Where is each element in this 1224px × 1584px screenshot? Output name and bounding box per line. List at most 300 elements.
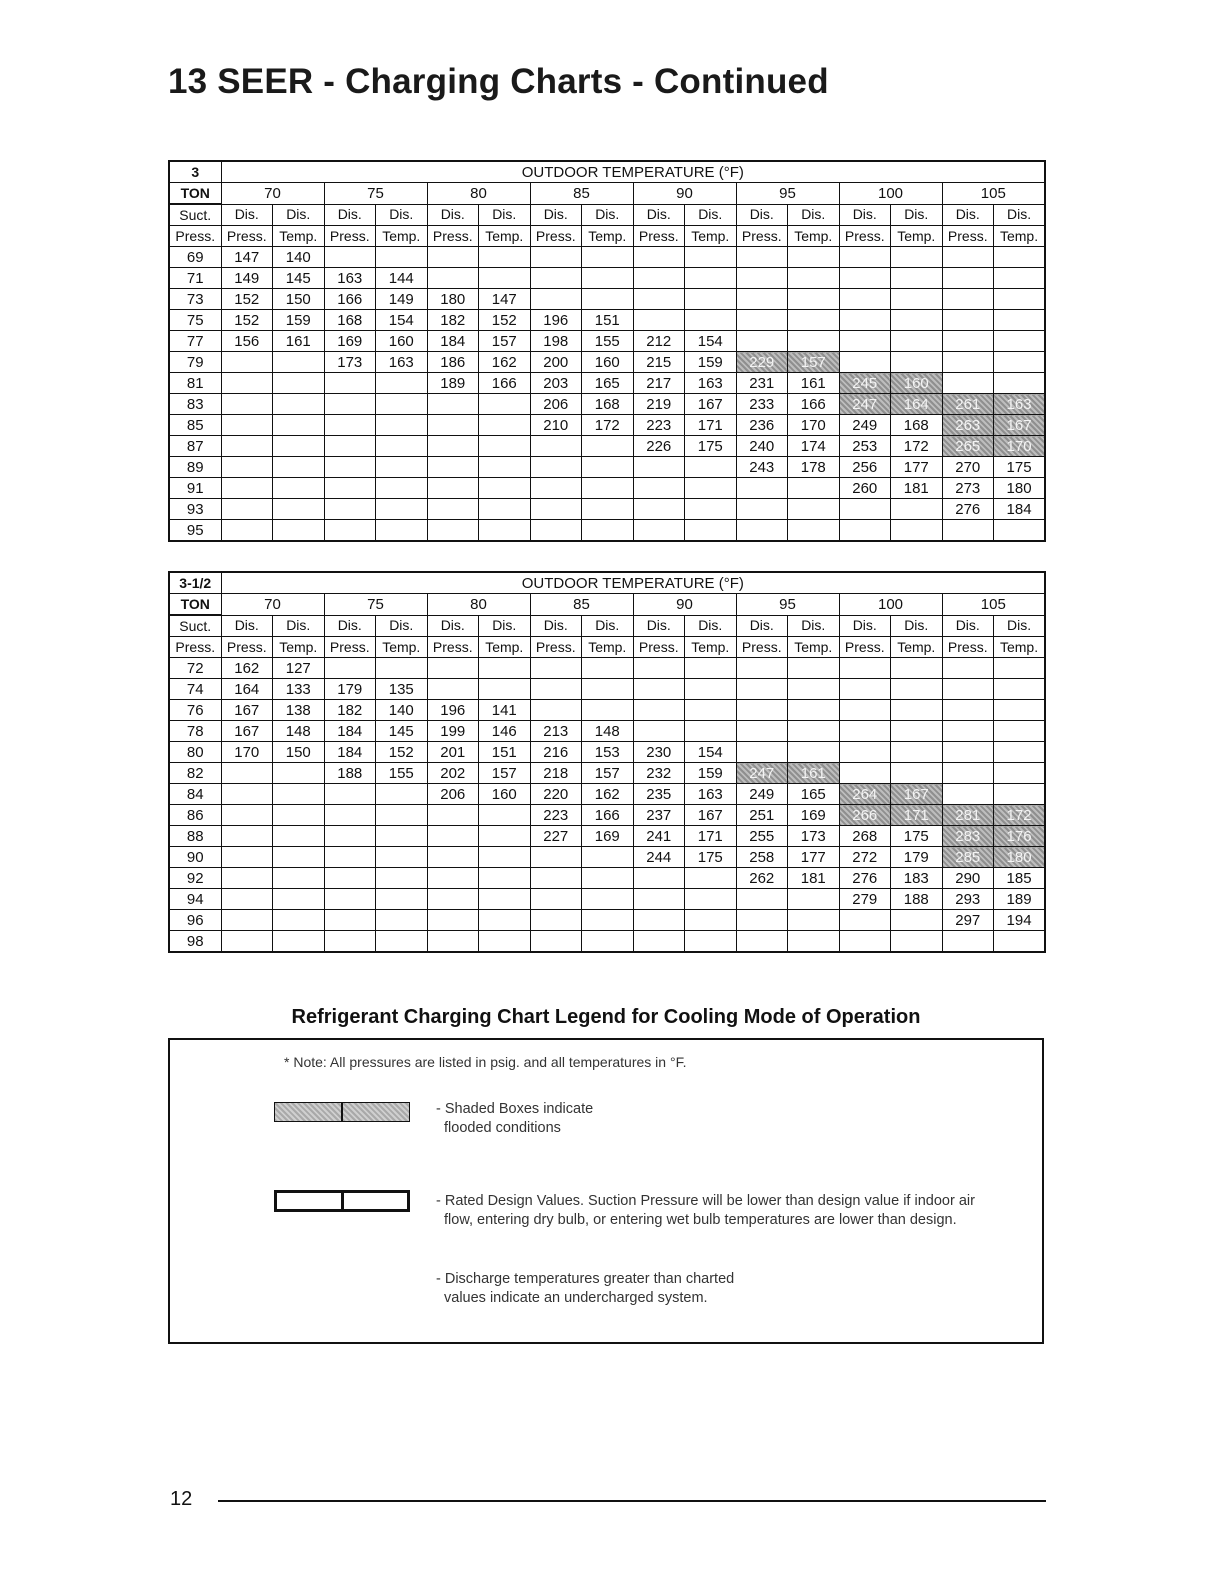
discharge-temp-cell: 174 (788, 436, 840, 457)
discharge-temp-cell: 159 (685, 352, 737, 373)
discharge-pressure-cell (427, 868, 479, 889)
discharge-temp-cell (376, 373, 428, 394)
discharge-pressure-cell (942, 373, 994, 394)
outdoor-temp-90: 90 (633, 594, 736, 616)
discharge-pressure-cell (530, 289, 582, 310)
discharge-temp-cell (685, 310, 737, 331)
discharge-temp-cell (891, 721, 943, 742)
discharge-temp-cell: 171 (891, 805, 943, 826)
discharge-temp-cell: 164 (891, 394, 943, 415)
table-row (169, 868, 1045, 889)
discharge-temp-cell (273, 436, 325, 457)
dis-label: Dis. (633, 615, 685, 637)
discharge-pressure-cell (839, 931, 891, 953)
discharge-pressure-cell (530, 457, 582, 478)
discharge-temp-cell (273, 457, 325, 478)
suct-label: Suct. (169, 615, 221, 637)
discharge-pressure-cell (736, 478, 788, 499)
discharge-pressure-cell (736, 247, 788, 268)
column-header-row-1 (169, 615, 1045, 637)
discharge-temp-cell (994, 763, 1046, 784)
discharge-temp-cell (685, 520, 737, 542)
dis-label: Dis. (427, 204, 479, 226)
discharge-pressure-cell: 168 (324, 310, 376, 331)
dis-label: Dis. (685, 204, 737, 226)
table-row (169, 457, 1045, 478)
discharge-temp-cell (582, 679, 634, 700)
discharge-pressure-cell (221, 763, 273, 784)
discharge-pressure-cell: 229 (736, 352, 788, 373)
discharge-temp-cell: 177 (891, 457, 943, 478)
size-label: 3 (169, 161, 221, 183)
discharge-pressure-cell (221, 394, 273, 415)
outdoor-temp-95: 95 (736, 594, 839, 616)
discharge-temp-cell (479, 910, 531, 931)
table-row (169, 436, 1045, 457)
discharge-temp-cell (994, 700, 1046, 721)
dis-temp-label: Temp. (376, 637, 428, 658)
column-header-row-2 (169, 226, 1045, 247)
discharge-pressure-cell (324, 436, 376, 457)
discharge-temp-cell: 155 (376, 763, 428, 784)
discharge-pressure-cell (427, 436, 479, 457)
discharge-pressure-cell (633, 247, 685, 268)
discharge-pressure-cell: 149 (221, 268, 273, 289)
discharge-pressure-cell (324, 910, 376, 931)
discharge-pressure-cell: 266 (839, 805, 891, 826)
discharge-temp-cell (788, 658, 840, 679)
discharge-temp-cell (788, 931, 840, 953)
discharge-temp-cell (582, 847, 634, 868)
dis-press-label: Press. (427, 637, 479, 658)
discharge-temp-cell (479, 499, 531, 520)
discharge-temp-cell (479, 457, 531, 478)
suction-pressure: 82 (169, 763, 221, 784)
discharge-pressure-cell (530, 478, 582, 499)
discharge-pressure-cell: 243 (736, 457, 788, 478)
discharge-pressure-cell (736, 910, 788, 931)
dis-label: Dis. (736, 204, 788, 226)
discharge-pressure-cell: 216 (530, 742, 582, 763)
discharge-temp-cell (479, 931, 531, 953)
discharge-temp-cell: 161 (273, 331, 325, 352)
discharge-temp-cell: 160 (582, 352, 634, 373)
suction-pressure: 93 (169, 499, 221, 520)
discharge-pressure-cell (324, 394, 376, 415)
dis-press-label: Press. (942, 226, 994, 247)
discharge-pressure-cell (633, 310, 685, 331)
discharge-temp-cell (582, 910, 634, 931)
discharge-temp-cell: 160 (891, 373, 943, 394)
discharge-temp-cell: 165 (788, 784, 840, 805)
discharge-temp-cell (376, 805, 428, 826)
outdoor-header-row (169, 572, 1045, 594)
dis-press-label: Press. (324, 226, 376, 247)
discharge-temp-cell: 160 (479, 784, 531, 805)
discharge-temp-cell (582, 868, 634, 889)
discharge-temp-cell (891, 679, 943, 700)
discharge-temp-cell: 159 (273, 310, 325, 331)
dis-press-label: Press. (324, 637, 376, 658)
discharge-temp-cell: 148 (582, 721, 634, 742)
discharge-temp-cell (273, 847, 325, 868)
discharge-pressure-cell (530, 931, 582, 953)
dis-temp-label: Temp. (994, 637, 1046, 658)
discharge-pressure-cell: 201 (427, 742, 479, 763)
discharge-temp-cell (685, 289, 737, 310)
legend-shaded-line-1: - Shaded Boxes indicate (436, 1101, 594, 1117)
discharge-pressure-cell (839, 763, 891, 784)
discharge-pressure-cell (839, 289, 891, 310)
discharge-pressure-cell (530, 910, 582, 931)
discharge-pressure-cell (736, 520, 788, 542)
discharge-pressure-cell (736, 310, 788, 331)
discharge-temp-cell: 152 (479, 310, 531, 331)
discharge-pressure-cell: 166 (324, 289, 376, 310)
suction-pressure: 71 (169, 268, 221, 289)
dis-temp-label: Temp. (582, 637, 634, 658)
suction-pressure: 96 (169, 910, 221, 931)
unit-label: TON (169, 183, 221, 205)
discharge-pressure-cell: 263 (942, 415, 994, 436)
discharge-temp-cell (376, 910, 428, 931)
discharge-pressure-cell: 210 (530, 415, 582, 436)
discharge-temp-cell: 171 (685, 415, 737, 436)
discharge-pressure-cell: 261 (942, 394, 994, 415)
discharge-pressure-cell: 180 (427, 289, 479, 310)
discharge-pressure-cell (221, 889, 273, 910)
discharge-temp-cell (273, 520, 325, 542)
discharge-pressure-cell (942, 784, 994, 805)
discharge-temp-cell (582, 478, 634, 499)
discharge-pressure-cell (221, 373, 273, 394)
discharge-pressure-cell (324, 658, 376, 679)
discharge-pressure-cell (839, 310, 891, 331)
discharge-temp-cell (273, 784, 325, 805)
dis-temp-label: Temp. (891, 226, 943, 247)
discharge-pressure-cell (221, 931, 273, 953)
dis-temp-label: Temp. (788, 226, 840, 247)
table-row (169, 847, 1045, 868)
dis-temp-label: Temp. (273, 637, 325, 658)
discharge-temp-cell (376, 394, 428, 415)
suction-pressure: 94 (169, 889, 221, 910)
discharge-pressure-cell (942, 763, 994, 784)
discharge-temp-cell (685, 679, 737, 700)
discharge-temp-cell (273, 499, 325, 520)
discharge-temp-cell (891, 763, 943, 784)
discharge-pressure-cell (427, 457, 479, 478)
discharge-temp-cell (582, 931, 634, 953)
discharge-pressure-cell: 247 (839, 394, 891, 415)
discharge-temp-cell: 145 (273, 268, 325, 289)
discharge-pressure-cell (530, 520, 582, 542)
discharge-pressure-cell: 241 (633, 826, 685, 847)
discharge-pressure-cell: 290 (942, 868, 994, 889)
discharge-temp-cell: 166 (788, 394, 840, 415)
dis-label: Dis. (891, 204, 943, 226)
discharge-pressure-cell: 213 (530, 721, 582, 742)
dis-label: Dis. (994, 204, 1046, 226)
discharge-temp-cell: 151 (479, 742, 531, 763)
discharge-temp-cell: 172 (891, 436, 943, 457)
dis-temp-label: Temp. (685, 637, 737, 658)
discharge-temp-cell: 161 (788, 373, 840, 394)
discharge-temp-cell (994, 247, 1046, 268)
discharge-pressure-cell (221, 520, 273, 542)
legend-rated-text (436, 1192, 1026, 1230)
size-label: 3-1/2 (169, 572, 221, 594)
discharge-pressure-cell: 285 (942, 847, 994, 868)
discharge-pressure-cell (221, 352, 273, 373)
discharge-pressure-cell (942, 679, 994, 700)
discharge-pressure-cell: 220 (530, 784, 582, 805)
discharge-pressure-cell: 196 (427, 700, 479, 721)
discharge-pressure-cell (427, 415, 479, 436)
table-row (169, 742, 1045, 763)
discharge-pressure-cell (736, 331, 788, 352)
discharge-pressure-cell: 260 (839, 478, 891, 499)
discharge-pressure-cell (324, 784, 376, 805)
dis-label: Dis. (839, 615, 891, 637)
discharge-temp-cell (273, 352, 325, 373)
discharge-pressure-cell: 293 (942, 889, 994, 910)
discharge-pressure-cell (530, 700, 582, 721)
dis-label: Dis. (839, 204, 891, 226)
discharge-pressure-cell (633, 910, 685, 931)
table-row (169, 784, 1045, 805)
discharge-temp-cell (788, 289, 840, 310)
discharge-temp-cell: 179 (891, 847, 943, 868)
discharge-temp-cell (582, 889, 634, 910)
legend-heading: Refrigerant Charging Chart Legend for Cooling Mode of Operation (291, 1006, 921, 1028)
suction-pressure: 95 (169, 520, 221, 542)
discharge-temp-cell (994, 679, 1046, 700)
suction-pressure: 81 (169, 373, 221, 394)
discharge-pressure-cell (427, 910, 479, 931)
discharge-temp-cell: 170 (788, 415, 840, 436)
discharge-pressure-cell: 276 (839, 868, 891, 889)
discharge-pressure-cell (633, 700, 685, 721)
discharge-pressure-cell (736, 700, 788, 721)
legend-shaded-line-2: flooded conditions (444, 1120, 561, 1136)
table-row (169, 931, 1045, 953)
discharge-temp-cell (376, 247, 428, 268)
discharge-temp-cell (273, 394, 325, 415)
discharge-pressure-cell: 189 (427, 373, 479, 394)
discharge-temp-cell (479, 436, 531, 457)
discharge-pressure-cell (324, 805, 376, 826)
discharge-temp-cell: 157 (479, 331, 531, 352)
discharge-temp-cell: 172 (994, 805, 1046, 826)
discharge-pressure-cell (736, 931, 788, 953)
discharge-pressure-cell (942, 931, 994, 953)
discharge-temp-cell: 173 (788, 826, 840, 847)
discharge-temp-cell (788, 721, 840, 742)
discharge-pressure-cell (221, 826, 273, 847)
dis-temp-label: Temp. (479, 226, 531, 247)
dis-label: Dis. (582, 615, 634, 637)
discharge-pressure-cell (839, 721, 891, 742)
column-header-row-2 (169, 637, 1045, 658)
discharge-temp-cell: 166 (479, 373, 531, 394)
discharge-pressure-cell: 236 (736, 415, 788, 436)
discharge-temp-cell (376, 868, 428, 889)
discharge-pressure-cell: 283 (942, 826, 994, 847)
discharge-temp-cell: 166 (582, 805, 634, 826)
discharge-pressure-cell (530, 436, 582, 457)
discharge-pressure-cell (633, 721, 685, 742)
discharge-pressure-cell (942, 742, 994, 763)
dis-temp-label: Temp. (273, 226, 325, 247)
table-row (169, 247, 1045, 268)
discharge-pressure-cell (530, 247, 582, 268)
discharge-temp-cell (685, 658, 737, 679)
discharge-temp-cell (788, 310, 840, 331)
discharge-temp-cell (891, 742, 943, 763)
charging-chart-3-ton (168, 160, 1046, 542)
legend-rated-line-1: - Rated Design Values. Suction Pressure will be lower than design value if indoor air (436, 1193, 975, 1209)
discharge-temp-cell (891, 247, 943, 268)
discharge-pressure-cell (736, 721, 788, 742)
table-row (169, 394, 1045, 415)
suction-pressure: 98 (169, 931, 221, 953)
discharge-temp-cell (891, 910, 943, 931)
discharge-temp-cell: 140 (273, 247, 325, 268)
suction-pressure: 69 (169, 247, 221, 268)
discharge-temp-cell: 181 (788, 868, 840, 889)
table-row (169, 763, 1045, 784)
discharge-temp-cell: 167 (685, 394, 737, 415)
table-row (169, 415, 1045, 436)
dis-temp-label: Temp. (376, 226, 428, 247)
discharge-temp-cell (273, 373, 325, 394)
discharge-temp-cell: 175 (994, 457, 1046, 478)
suction-pressure: 74 (169, 679, 221, 700)
discharge-temp-cell (994, 331, 1046, 352)
discharge-pressure-cell (839, 742, 891, 763)
discharge-temp-cell (376, 826, 428, 847)
dis-press-label: Press. (839, 637, 891, 658)
discharge-temp-cell (479, 868, 531, 889)
discharge-pressure-cell (633, 658, 685, 679)
discharge-temp-cell (891, 499, 943, 520)
discharge-pressure-cell: 265 (942, 436, 994, 457)
discharge-temp-cell: 140 (376, 700, 428, 721)
discharge-temp-cell: 168 (891, 415, 943, 436)
discharge-temp-cell: 175 (685, 847, 737, 868)
suction-pressure: 85 (169, 415, 221, 436)
discharge-pressure-cell: 212 (633, 331, 685, 352)
discharge-pressure-cell (427, 520, 479, 542)
discharge-pressure-cell (221, 436, 273, 457)
discharge-pressure-cell (324, 826, 376, 847)
discharge-temp-cell: 154 (376, 310, 428, 331)
discharge-pressure-cell: 247 (736, 763, 788, 784)
discharge-pressure-cell: 237 (633, 805, 685, 826)
table-row (169, 520, 1045, 542)
discharge-temp-cell: 141 (479, 700, 531, 721)
discharge-pressure-cell (221, 415, 273, 436)
discharge-pressure-cell: 200 (530, 352, 582, 373)
discharge-temp-cell (376, 784, 428, 805)
discharge-temp-cell (891, 310, 943, 331)
discharge-temp-cell (582, 289, 634, 310)
discharge-temp-cell: 150 (273, 289, 325, 310)
discharge-pressure-cell: 244 (633, 847, 685, 868)
discharge-pressure-cell (633, 889, 685, 910)
dis-temp-label: Temp. (582, 226, 634, 247)
discharge-temp-cell: 160 (376, 331, 428, 352)
dis-label: Dis. (221, 615, 273, 637)
dis-temp-label: Temp. (994, 226, 1046, 247)
suction-pressure: 89 (169, 457, 221, 478)
discharge-pressure-cell: 251 (736, 805, 788, 826)
discharge-pressure-cell: 147 (221, 247, 273, 268)
discharge-temp-cell: 167 (685, 805, 737, 826)
discharge-temp-cell (273, 868, 325, 889)
discharge-temp-cell: 184 (994, 499, 1046, 520)
discharge-pressure-cell (736, 658, 788, 679)
dis-label: Dis. (582, 204, 634, 226)
discharge-temp-cell: 171 (685, 826, 737, 847)
discharge-temp-cell (788, 268, 840, 289)
discharge-pressure-cell (839, 910, 891, 931)
discharge-pressure-cell (324, 520, 376, 542)
discharge-pressure-cell: 297 (942, 910, 994, 931)
discharge-temp-cell (376, 436, 428, 457)
discharge-temp-cell (685, 889, 737, 910)
suction-pressure: 83 (169, 394, 221, 415)
discharge-temp-cell (273, 805, 325, 826)
discharge-temp-cell (685, 931, 737, 953)
outdoor-temp-100: 100 (839, 183, 942, 205)
discharge-pressure-cell (942, 289, 994, 310)
dis-press-label: Press. (221, 226, 273, 247)
discharge-pressure-cell: 196 (530, 310, 582, 331)
dis-press-label: Press. (530, 226, 582, 247)
discharge-temp-cell (479, 247, 531, 268)
discharge-pressure-cell (427, 394, 479, 415)
discharge-temp-cell (582, 268, 634, 289)
discharge-temp-cell (994, 268, 1046, 289)
discharge-temp-cell (891, 352, 943, 373)
legend-discharge-line-1: - Discharge temperatures greater than charted (436, 1271, 735, 1287)
discharge-pressure-cell (221, 784, 273, 805)
discharge-temp-cell (582, 457, 634, 478)
table-row (169, 499, 1045, 520)
discharge-temp-cell (788, 910, 840, 931)
table-row (169, 889, 1045, 910)
discharge-pressure-cell (221, 457, 273, 478)
discharge-pressure-cell: 268 (839, 826, 891, 847)
page-number: 12 (170, 1488, 193, 1510)
dis-label: Dis. (685, 615, 737, 637)
legend-discharge-line-2: values indicate an undercharged system. (444, 1290, 708, 1306)
discharge-pressure-cell: 203 (530, 373, 582, 394)
discharge-temp-cell (994, 520, 1046, 542)
discharge-pressure-cell: 202 (427, 763, 479, 784)
discharge-pressure-cell (221, 805, 273, 826)
discharge-temp-cell (994, 784, 1046, 805)
discharge-temp-cell (994, 742, 1046, 763)
discharge-temp-cell: 168 (582, 394, 634, 415)
discharge-pressure-cell: 281 (942, 805, 994, 826)
discharge-temp-cell: 176 (994, 826, 1046, 847)
discharge-temp-cell (376, 415, 428, 436)
dis-label: Dis. (273, 615, 325, 637)
discharge-temp-cell (479, 889, 531, 910)
